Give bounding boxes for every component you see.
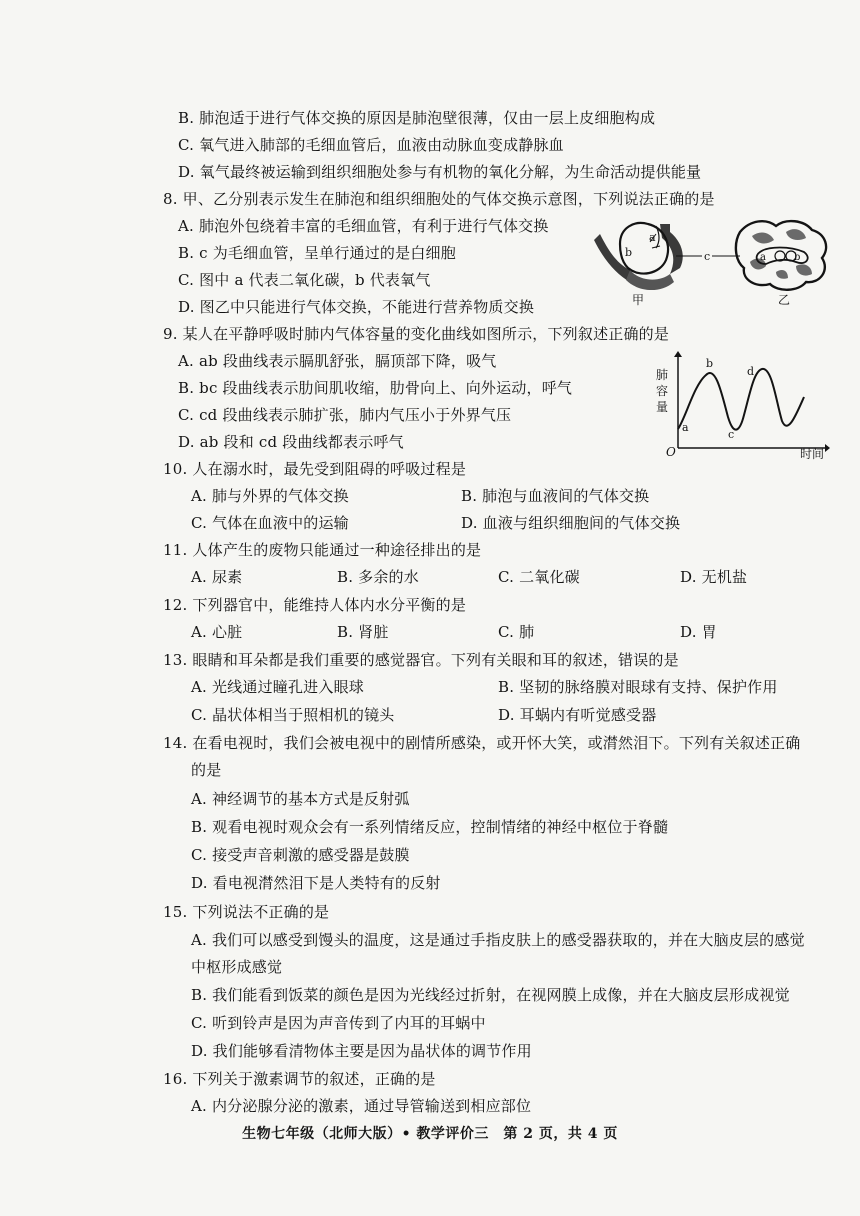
- q13-option-a: A. 光线通过瞳孔进入眼球: [191, 678, 364, 696]
- q9-stem: 9. 某人在平静呼吸时肺内气体容量的变化曲线如图所示，下列叙述正确的是: [163, 325, 670, 343]
- q14-option-b: B. 观看电视时观众会有一系列情绪反应，控制情绪的神经中枢位于脊髓: [191, 818, 669, 836]
- q11-option-d: D. 无机盐: [680, 568, 748, 586]
- q9-lung-volume-chart: [650, 345, 830, 460]
- q12-option-a: A. 心脏: [191, 623, 243, 641]
- fig8-inner-label-a: a: [760, 252, 766, 263]
- q13-option-c: C. 晶状体相当于照相机的镜头: [191, 706, 395, 724]
- q15-option-a-cont: 中枢形成感觉: [191, 958, 283, 976]
- y-axis-arrow: [674, 351, 682, 357]
- y-axis-label-1: 肺: [656, 368, 669, 382]
- q10-option-a: A. 肺与外界的气体交换: [191, 487, 349, 505]
- q7-option-d: D. 氧气最终被运输到组织细胞处参与有机物的氧化分解，为生命活动提供能量: [178, 163, 702, 181]
- q12-option-b: B. 肾脏: [337, 623, 389, 641]
- q12-option-d: D. 胃: [680, 623, 717, 641]
- q12-stem: 12. 下列器官中，能维持人体内水分平衡的是: [163, 596, 467, 614]
- point-d-label: d: [747, 365, 755, 378]
- q10-option-b: B. 肺泡与血液间的气体交换: [461, 487, 650, 505]
- q12-option-c: C. 肺: [498, 623, 535, 641]
- q9-option-c: C. cd 段曲线表示肺扩张，肺内气压小于外界气压: [178, 406, 512, 424]
- q13-option-b: B. 坚韧的脉络膜对眼球有支持、保护作用: [498, 678, 778, 696]
- point-b-label: b: [706, 357, 714, 370]
- q7-option-c: C. 氧气进入肺部的毛细血管后，血液由动脉血变成静脉血: [178, 136, 564, 154]
- origin-label: O: [666, 445, 676, 459]
- x-axis-label: 时间: [800, 447, 825, 460]
- q15-stem: 15. 下列说法不正确的是: [163, 903, 330, 921]
- q8-option-d: D. 图乙中只能进行气体交换，不能进行营养物质交换: [178, 298, 535, 316]
- q14-stem: 14. 在看电视时，我们会被电视中的剧情所感染，或开怀大笑，或潸然泪下。下列有关叙述正确: [163, 734, 801, 752]
- q13-option-d: D. 耳蜗内有听觉感受器: [498, 706, 657, 724]
- q8-option-c: C. 图中 a 代表二氧化碳，b 代表氧气: [178, 271, 431, 289]
- fig8-inner-label-b: b: [794, 252, 801, 263]
- q14-option-d: D. 看电视潸然泪下是人类特有的反射: [191, 874, 441, 892]
- q10-stem: 10. 人在溺水时，最先受到阻碍的呼吸过程是: [163, 460, 467, 478]
- q11-option-b: B. 多余的水: [337, 568, 419, 586]
- q10-option-d: D. 血液与组织细胞间的气体交换: [461, 514, 681, 532]
- point-c-label: c: [728, 428, 735, 441]
- q9-option-d: D. ab 段和 cd 段曲线都表示呼气: [178, 433, 404, 451]
- page-footer: 生物七年级（北师大版）• 教学评价三 第 2 页，共 4 页: [242, 1126, 618, 1142]
- q15-option-a: A. 我们可以感受到馒头的温度，这是通过手指皮肤上的感受器获取的，并在大脑皮层的感觉: [191, 931, 805, 949]
- q16-stem: 16. 下列关于激素调节的叙述，正确的是: [163, 1070, 436, 1088]
- q14-stem-cont: 的是: [191, 761, 222, 779]
- q14-option-c: C. 接受声音刺激的感受器是鼓膜: [191, 846, 410, 864]
- q9-option-a: A. ab 段曲线表示膈肌舒张，膈顶部下降，吸气: [178, 352, 497, 370]
- q8-gas-exchange-figure: [590, 212, 840, 312]
- q13-stem: 13. 眼睛和耳朵都是我们重要的感觉器官。下列有关眼和耳的叙述，错误的是: [163, 651, 679, 669]
- tissue-cell-diagram: [704, 221, 826, 307]
- q8-option-a: A. 肺泡外包绕着丰富的毛细血管，有利于进行气体交换: [178, 217, 549, 235]
- q8-option-b: B. c 为毛细血管，呈单行通过的是白细胞: [178, 244, 456, 262]
- q9-option-b: B. bc 段曲线表示肋间肌收缩，肋骨向上、向外运动，呼气: [178, 379, 573, 397]
- q15-option-c: C. 听到铃声是因为声音传到了内耳的耳蜗中: [191, 1014, 486, 1032]
- fig8-label-c: c: [704, 250, 711, 263]
- fig8-label-b: b: [625, 246, 633, 259]
- q15-option-d: D. 我们能够看清物体主要是因为晶状体的调节作用: [191, 1042, 532, 1060]
- q7-option-b: B. 肺泡适于进行气体交换的原因是肺泡壁很薄，仅由一层上皮细胞构成: [178, 109, 656, 127]
- q16-option-a: A. 内分泌腺分泌的激素，通过导管输送到相应部位: [191, 1097, 532, 1115]
- lung-volume-curve: [678, 369, 804, 430]
- x-axis-arrow: [825, 444, 830, 452]
- fig8-label-a: a: [649, 231, 656, 244]
- point-a-label: a: [682, 421, 689, 434]
- fig8-caption-jia: 甲: [632, 293, 645, 307]
- fig8-caption-yi: 乙: [778, 293, 791, 307]
- q14-option-a: A. 神经调节的基本方式是反射弧: [191, 790, 410, 808]
- y-axis-label-3: 量: [656, 400, 669, 414]
- q11-option-a: A. 尿素: [191, 568, 243, 586]
- y-axis-label-2: 容: [656, 384, 669, 398]
- q15-option-b: B. 我们能看到饭菜的颜色是因为光线经过折射，在视网膜上成像，并在大脑皮层形成视觉: [191, 986, 790, 1004]
- q8-stem: 8. 甲、乙分别表示发生在肺泡和组织细胞处的气体交换示意图，下列说法正确的是: [163, 190, 715, 208]
- q11-stem: 11. 人体产生的废物只能通过一种途径排出的是: [163, 541, 482, 559]
- q11-option-c: C. 二氧化碳: [498, 568, 580, 586]
- alveolus-diagram: [594, 223, 702, 307]
- q10-option-c: C. 气体在血液中的运输: [191, 514, 349, 532]
